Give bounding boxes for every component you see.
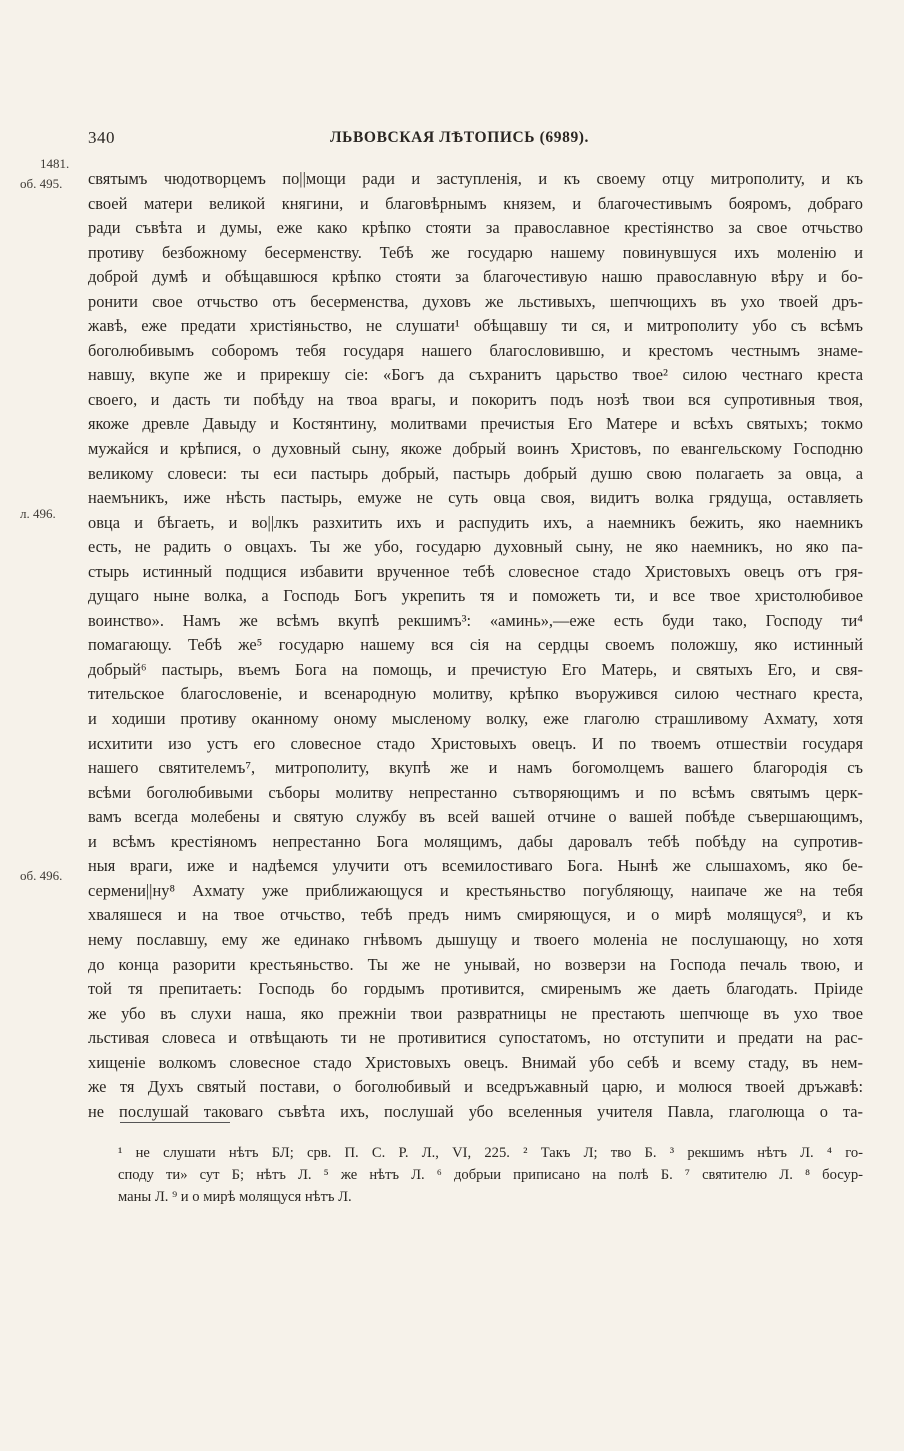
footnote-line: споду ти» сут Б; нѣтъ Л. ⁵ же нѣтъ Л. ⁶ добрыи приписано на полѣ Б. ⁷ святителю Л. ⁸ босур- <box>118 1167 863 1183</box>
text-line: всѣми боголюбивыми съборы молитву непрестанно сътворяющимъ и по всѣмъ святымъ церк- <box>88 782 863 802</box>
text-line: навшу, вкупе же и прирекшу сіе: «Богъ да съхранитъ царьство твое² силою честнаго креста <box>88 365 863 385</box>
main-text <box>88 167 863 1124</box>
running-title: ЛЬВОВСКАЯ ЛѢТОПИСЬ (6989). <box>330 129 590 146</box>
text-line: помагающу. Тебѣ же⁵ государю нашему вся сія на сердцы своемъ положшу, яко истинный <box>88 635 863 655</box>
text-line: тительское благословеніе, и всенародную молитву, крѣпко въоружився силою честнаго креста, <box>88 684 863 704</box>
text-line: своего, и дасть ти побѣду на твоа врагы, и покоритъ подъ нозѣ твои вся супротивныя твоя, <box>88 389 863 409</box>
footnote-line: ¹ не слушати нѣтъ БЛ; срв. П. С. Р. Л., VI, 225. ² Такъ Л; тво Б. ³ рекшимъ нѣтъ Л. ⁴ го- <box>118 1145 863 1161</box>
margin-folio-note: об. 496. <box>20 868 63 883</box>
text-line: наемъникъ, иже нѣсть пастырь, емуже не суть овца своя, видитъ волка грядуща, оставляеть <box>88 488 863 508</box>
text-line: есть, не радить о овцахъ. Ты же убо, государю духовный сыну, не яко наемникъ, но яко па- <box>88 537 863 557</box>
text-line: великому словеси: ты еси пастырь добрый, пастырь добрый душю свою полагаеть за овца, а <box>88 463 863 483</box>
text-line: вамъ всегда молебены и святую службу въ всей вашей отчине о вашей побѣде съвершающимъ, <box>88 807 863 827</box>
footnote-line: маны Л. ⁹ и о мирѣ молящуся нѣтъ Л. <box>118 1189 352 1205</box>
text-line: же убо въ слухи наша, яко прежніи твои развратницы не престають шепчюще въ ухо твое <box>88 1003 863 1023</box>
text-line: своей матери великой княгини, и благовѣрнымъ князем, и благочестивымъ бояромъ, добраго <box>88 193 863 213</box>
text-line: и всѣмъ крестіяномъ непрестанно Бога молящимъ, дабы даровалъ тебѣ побѣду на супротив- <box>88 831 863 851</box>
text-line: нему пославшу, ему же единако гнѣвомъ дышущу и твоего моленіа не послушающу, но хотя <box>88 929 863 949</box>
text-line: противу безбожному бесерменству. Тебѣ же государю нашему повинувшуся ихъ моленію и <box>88 242 863 262</box>
text-line: до конца разорити крестьяньство. Ты же не унывай, но возверзи на Господа печаль твою, и <box>88 954 863 974</box>
text-line: якоже древле Давыду и Костянтину, молитвами пречистыя Его Матере и всѣхъ святыхъ; токмо <box>88 414 863 434</box>
text-line: ронити свое отчьство отъ бесерменства, духовъ же льстивыхъ, шепчющихъ въ ухо твоей дръ- <box>88 291 863 311</box>
text-line: хваляшеся и на твое отчьство, тебѣ предъ нимъ смиряющуся, и о мирѣ молящуся⁹, и къ <box>88 905 863 925</box>
text-line: боголюбивымъ соборомъ тебя государя нашего благословившю, и крестомъ честнымъ знаме- <box>88 340 863 360</box>
text-line: нашего святителемъ⁷, митрополиту, вкупѣ же и намъ богомолцемъ вашего благородія съ <box>88 758 863 778</box>
text-line: хищеніе волкомъ словесное стадо Христовыхъ овецъ. Внимай убо себѣ и всему стаду, въ нем- <box>88 1052 863 1072</box>
text-line: льстивая словеса и отвѣщають ти не противитися супостатомъ, но отступити и предати на рас- <box>88 1028 863 1048</box>
text-line: добрый⁶ пастырь, въемъ Бога на помощь, и пречистую Его Матерь, и святыхъ Его, и свя- <box>88 659 863 679</box>
margin-folio-note: л. 496. <box>20 506 56 521</box>
text-line: святымъ чюдотворцемъ по||мощи ради и заступленія, и къ своему отцу митрополиту, и къ <box>88 169 863 188</box>
text-line: овца и бѣгаеть, и во||лкъ разхитить ихъ и распудить ихъ, а наемникъ бежить, яко наемникъ <box>88 512 863 532</box>
text-line: же тя Духъ святый постави, о боголюбивый и вседръжавный царю, и молюся твоей дръжавѣ: <box>88 1077 863 1097</box>
text-line: ныя враги, иже и надѣемся улучити отъ всемилостиваго Бога. Нынѣ же слышахомъ, яко бе- <box>88 856 863 876</box>
text-line: стырь истинный подщися избавити врученное тебѣ словесное стадо Христовыхъ овецъ отъ гря- <box>88 561 863 581</box>
text-line: не послушай таковаго съвѣта ихъ, послушай убо вселенныя учителя Павла, глаголюща о та- <box>88 1101 863 1121</box>
text-line: доброй думѣ и обѣщавшюся крѣпко стояти за благочестивую нашю православную вѣру и бо- <box>88 267 863 287</box>
margin-year: 1481. <box>40 156 70 171</box>
text-line: и ходиши противу оканному оному мысленому волку, еже глаголю страшливому Ахмату, хотя <box>88 709 863 729</box>
text-line: сермени||ну⁸ Ахмату уже приближающуся и крестьяньство погубляющу, наипаче же на тебя <box>88 880 863 900</box>
text-line: исхитити изо устъ его словесное стадо Христовыхъ овецъ. И по твоемъ отшествіи государя <box>88 733 863 753</box>
text-line: дущаго ныне волка, а Господь Богъ укрепить тя и поможеть ти, и все твое христолюбивое <box>88 586 863 606</box>
text-line: ради съвѣта и думы, еже како крѣпко стояти за православное крестіянство за свое отчьство <box>88 218 863 238</box>
text-line: той тя препитаеть: Господь бо гордымъ противится, смиренымъ же даеть благодать. Пріиде <box>88 979 863 999</box>
page-number: 340 <box>88 128 115 147</box>
margin-folio-note: об. 495. <box>20 176 63 191</box>
text-line: жавѣ, еже предати христіяньство, не слушати¹ обѣщавшу ти ся, и митрополиту убо съ всѣмъ <box>88 316 863 336</box>
footnote-divider <box>120 1122 230 1123</box>
text-line: воинство». Намъ же всѣмъ вкупѣ рекшимъ³: «аминь»,—еже есть буди тако, Господу ти⁴ <box>88 610 863 630</box>
footnotes <box>118 1142 863 1208</box>
text-line: мужайся и крѣпися, о духовный сыну, якоже добрый воинъ Христовъ, по евангельскому Господню <box>88 439 863 459</box>
page-header <box>0 128 904 152</box>
